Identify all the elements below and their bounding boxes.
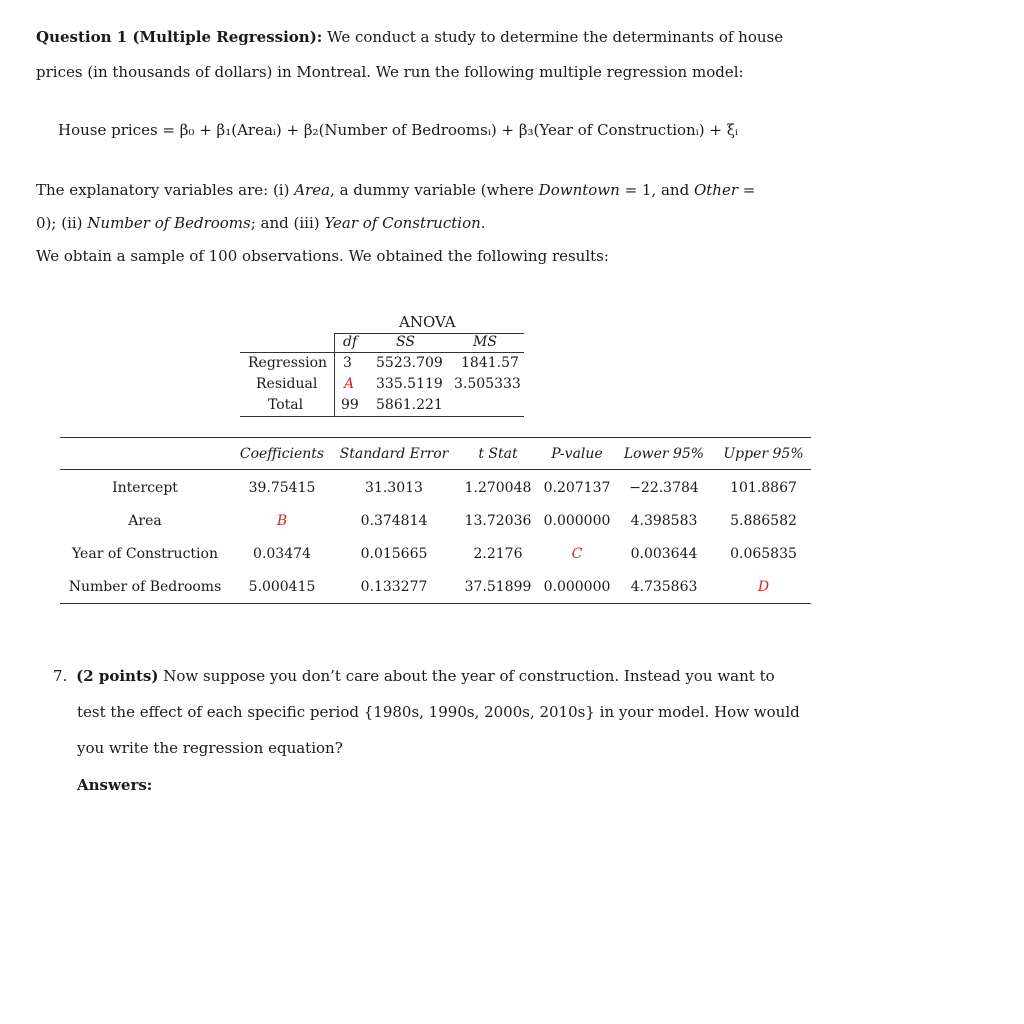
coef-row-label: Intercept bbox=[112, 480, 178, 496]
coef-cell: 0.015665 bbox=[360, 546, 428, 562]
coef-cell-unknown: B bbox=[276, 513, 288, 529]
coef-cell: 0.000000 bbox=[543, 513, 611, 529]
sample-line: We obtain a sample of 100 observations. We obtained the following results: bbox=[36, 247, 609, 265]
q7-points: (2 points) bbox=[76, 667, 159, 685]
coef-header: P-value bbox=[551, 446, 603, 462]
anova-row-label: Residual bbox=[256, 376, 318, 392]
coef-cell: 31.3013 bbox=[365, 480, 423, 496]
expl-text: = bbox=[738, 181, 756, 199]
expl-text: = 1, and bbox=[619, 181, 694, 199]
anova-bottom-rule bbox=[240, 416, 524, 417]
anova-cell-ms: 1841.57 bbox=[461, 355, 519, 371]
coef-cell: 5.886582 bbox=[730, 513, 797, 529]
coef-header: Coefficients bbox=[239, 446, 325, 462]
anova-cell-df: 99 bbox=[341, 397, 359, 413]
coef-cell: 0.003644 bbox=[630, 546, 698, 562]
expl-bedrooms: Number of Bedrooms bbox=[87, 214, 251, 232]
q7-line1-rest: Now suppose you don’t care about the year of construction. Instead you want to bbox=[163, 667, 775, 685]
coef-header-rule bbox=[60, 469, 811, 470]
coef-cell: −22.3784 bbox=[629, 480, 699, 496]
anova-row-label: Regression bbox=[248, 355, 328, 371]
question-intro-line2: prices (in thousands of dollars) in Montreal. We run the following multiple regression model: bbox=[36, 63, 744, 81]
coef-header: Standard Error bbox=[339, 446, 449, 462]
anova-header-rule bbox=[240, 352, 524, 353]
q7-number: 7. bbox=[53, 667, 68, 685]
coef-cell: 0.374814 bbox=[360, 513, 428, 529]
coef-cell: 0.03474 bbox=[253, 546, 311, 562]
coef-cell: 0.207137 bbox=[543, 480, 611, 496]
coef-cell-unknown: C bbox=[571, 546, 583, 562]
expl-area: Area bbox=[294, 181, 331, 199]
anova-divider bbox=[334, 333, 335, 416]
coef-cell: 37.51899 bbox=[464, 579, 532, 595]
anova-header-ms: MS bbox=[473, 334, 497, 350]
anova-cell-ms: 3.505333 bbox=[454, 376, 521, 392]
answers-label: Answers: bbox=[77, 776, 153, 794]
anova-cell-ss: 5861.221 bbox=[376, 397, 443, 413]
coef-row-label: Area bbox=[128, 513, 162, 529]
coef-top-rule bbox=[60, 437, 811, 438]
q7-line1 bbox=[53, 667, 775, 685]
coef-cell: 13.72036 bbox=[464, 513, 532, 529]
coef-header: Lower 95% bbox=[623, 446, 705, 462]
anova-cell-ss: 5523.709 bbox=[376, 355, 443, 371]
coef-cell: 4.398583 bbox=[630, 513, 698, 529]
explanatory-line1 bbox=[36, 181, 755, 199]
coef-cell: 0.065835 bbox=[730, 546, 797, 562]
question-heading: Question 1 (Multiple Regression): bbox=[36, 28, 323, 46]
coef-cell: 0.133277 bbox=[360, 579, 428, 595]
coef-cell: 5.000415 bbox=[248, 579, 316, 595]
coef-header: t Stat bbox=[478, 446, 518, 462]
question-line1-rest: We conduct a study to determine the determinants of house bbox=[327, 28, 784, 46]
coef-cell: 2.2176 bbox=[473, 546, 523, 562]
coef-bottom-rule bbox=[60, 603, 811, 604]
coef-row-label: Number of Bedrooms bbox=[68, 579, 222, 595]
question-intro-line1 bbox=[36, 28, 783, 46]
anova-cell-ss: 335.5119 bbox=[376, 376, 443, 392]
coef-cell: 101.8867 bbox=[730, 480, 797, 496]
anova-header-df: df bbox=[343, 334, 358, 350]
coef-cell: 1.270048 bbox=[464, 480, 532, 496]
expl-text: 0); (ii) bbox=[36, 214, 88, 232]
coef-header: Upper 95% bbox=[723, 446, 804, 462]
expl-year: Year of Construction. bbox=[324, 214, 486, 232]
explanatory-line2 bbox=[36, 214, 486, 232]
regression-equation: House prices = β₀ + β₁(Areaᵢ) + β₂(Number of Bedroomsᵢ) + β₃(Year of Constructionᵢ) + ξᵢ bbox=[58, 121, 738, 139]
expl-other: Other bbox=[693, 181, 739, 199]
anova-title: ANOVA bbox=[399, 313, 456, 331]
expl-text: , a dummy variable (where bbox=[330, 181, 539, 199]
expl-text: ; and (iii) bbox=[250, 214, 325, 232]
coef-row-label: Year of Construction bbox=[72, 546, 218, 562]
anova-cell-df-unknown: A bbox=[344, 376, 355, 392]
expl-downtown: Downtown bbox=[538, 181, 620, 199]
q7-line2: test the effect of each specific period {1980s, 1990s, 2000s, 2010s} in your model. How would bbox=[77, 703, 800, 721]
coef-cell-unknown: D bbox=[757, 579, 770, 595]
coef-cell: 4.735863 bbox=[630, 579, 698, 595]
expl-text: The explanatory variables are: (i) bbox=[36, 181, 295, 199]
anova-row-label: Total bbox=[268, 397, 304, 413]
q7-line3: you write the regression equation? bbox=[77, 739, 343, 757]
coef-cell: 0.000000 bbox=[543, 579, 611, 595]
coef-cell: 39.75415 bbox=[248, 480, 316, 496]
anova-cell-df: 3 bbox=[343, 355, 352, 371]
anova-header-ss: SS bbox=[396, 334, 415, 350]
